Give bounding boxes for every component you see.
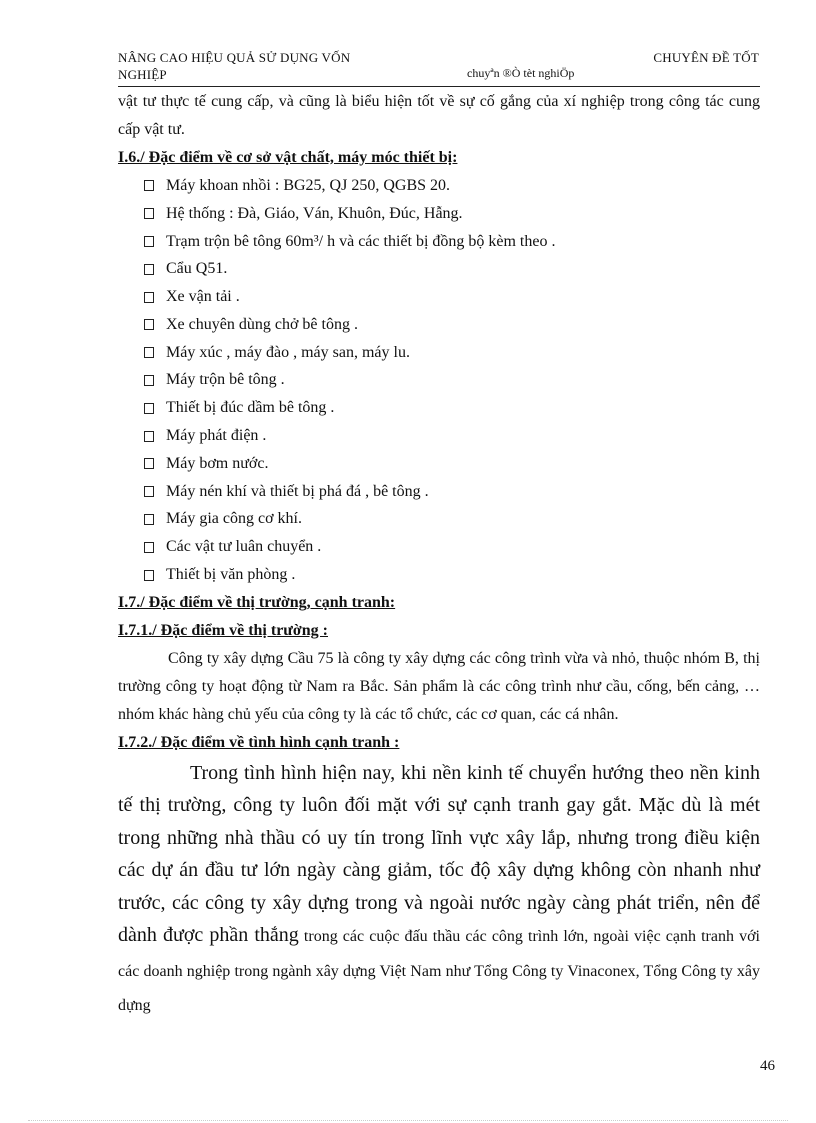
- competition-paragraph: [118, 757, 760, 1023]
- header-left-line1: NÂNG CAO HIỆU QUẢ SỬ DỤNG VỐN: [118, 50, 351, 65]
- running-header-left: [118, 49, 350, 83]
- checkbox-bullet-icon: [144, 570, 154, 581]
- section-heading-1-7-2: I.7.2./ Đặc điểm về tình hình cạnh tranh :: [118, 733, 400, 751]
- list-item: Thiết bị đúc dầm bê tông .: [144, 394, 760, 422]
- checkbox-bullet-icon: [144, 458, 154, 469]
- running-header-right: CHUYÊN ĐỀ TỐT: [653, 50, 759, 65]
- list-item: Máy trộn bê tông .: [144, 367, 760, 395]
- checkbox-bullet-icon: [144, 375, 154, 386]
- header-left-line2: NGHIỆP: [118, 67, 167, 82]
- market-paragraph: Công ty xây dựng Cầu 75 là công ty xây dựng các công trình vừa và nhỏ, thuộc nhóm B, thị trường công ty hoạt động từ Nam ra Bắc. Sản phẩm là các công trình như cầu, cống, bến cảng, … nhóm khác hàng chủ yếu của công ty là các tổ chức, các cơ quan, các cá nhân.: [118, 649, 760, 723]
- list-item: Trạm trộn bê tông 60m³/ h và các thiết bị đồng bộ kèm theo .: [144, 228, 760, 256]
- equipment-list: [118, 172, 760, 589]
- page-number: 46: [760, 1058, 775, 1074]
- list-item: Máy phát điện .: [144, 422, 760, 450]
- list-item: Thiết bị văn phòng .: [144, 561, 760, 589]
- section-heading-1-6: I.6./ Đặc điểm về cơ sở vật chất, máy móc thiết bị:: [118, 149, 458, 166]
- list-item: Máy nén khí và thiết bị phá đá , bê tông .: [144, 478, 760, 506]
- section-heading-1-7-1: I.7.1./ Đặc điểm về thị trường :: [118, 621, 328, 639]
- checkbox-bullet-icon: [144, 292, 154, 303]
- list-item: Cẩu Q51.: [144, 255, 760, 283]
- checkbox-bullet-icon: [144, 514, 154, 525]
- list-item: Máy khoan nhồi : BG25, QJ 250, QGBS 20.: [144, 172, 760, 200]
- checkbox-bullet-icon: [144, 180, 154, 191]
- list-item: Các vật tư luân chuyển .: [144, 533, 760, 561]
- list-item: Xe vận tải .: [144, 283, 760, 311]
- header-rule: [118, 86, 760, 87]
- list-item: Xe chuyên dùng chở bê tông .: [144, 311, 760, 339]
- list-item: Hệ thống : Đà, Giáo, Ván, Khuôn, Đúc, Hẫng.: [144, 200, 760, 228]
- intro-paragraph: vật tư thực tế cung cấp, và cũng là biểu hiện tốt về sự cố gắng của xí nghiệp trong công tác cung cấp vật tư.: [118, 93, 760, 138]
- checkbox-bullet-icon: [144, 431, 154, 442]
- list-item: Máy gia công cơ khí.: [144, 506, 760, 534]
- checkbox-bullet-icon: [144, 319, 154, 330]
- list-item: Máy xúc , máy đào , máy san, máy lu.: [144, 339, 760, 367]
- checkbox-bullet-icon: [144, 486, 154, 497]
- checkbox-bullet-icon: [144, 542, 154, 553]
- checkbox-bullet-icon: [144, 208, 154, 219]
- checkbox-bullet-icon: [144, 264, 154, 275]
- list-item: Máy bơm nước.: [144, 450, 760, 478]
- page-bottom-divider: [28, 1120, 788, 1121]
- checkbox-bullet-icon: [144, 236, 154, 247]
- running-header-subtitle: chuyªn ®Ò tèt nghiÖp: [467, 66, 575, 80]
- body-content: [118, 88, 760, 1023]
- checkbox-bullet-icon: [144, 403, 154, 414]
- checkbox-bullet-icon: [144, 347, 154, 358]
- competition-text-large: Trong tình hình hiện nay, khi nền kinh tế chuyển hướng theo nền kinh tế thị trường, công ty luôn đối mặt với sự cạnh tranh gay gắt. Mặc dù là mét trong những nhà thầu có uy tín trong lĩnh vực xây lắp, nhưng trong điều kiện các dự án đầu tư lớn ngày càng giảm, tốc độ xây dựng không còn nhanh như trước, các công ty xây dựng trong và ngoài nước ngày càng phát triển, nên để dành được phần thắng: [118, 761, 760, 947]
- competition-text-small: trong các cuộc đấu thầu các công trình lớn, ngoài việc cạnh tranh với các doanh nghiệp trong ngành xây dựng Việt Nam như Tổng Công ty Vinaconex, Tổng Công ty xây dựng: [118, 928, 760, 1015]
- section-heading-1-7: I.7./ Đặc điểm về thị trường, cạnh tranh:: [118, 593, 396, 611]
